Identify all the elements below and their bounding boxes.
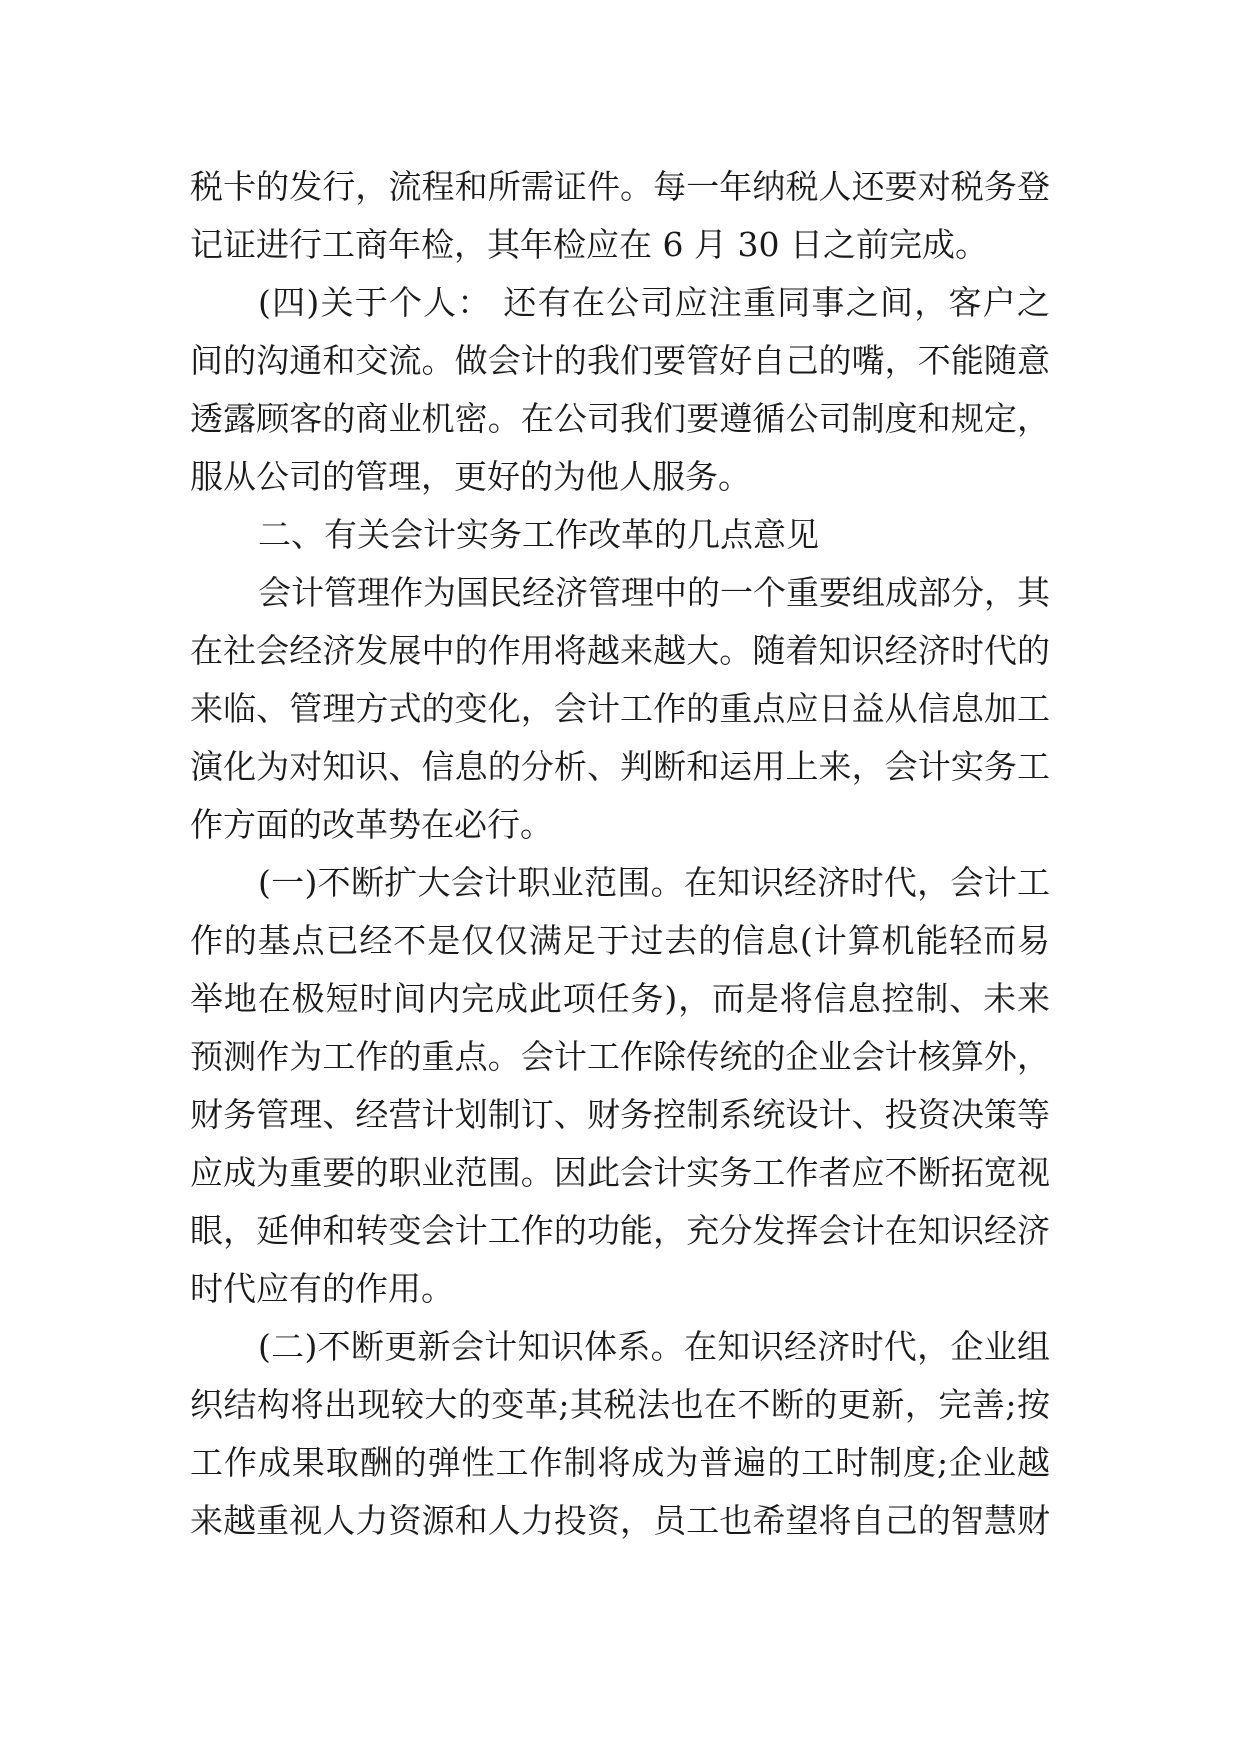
section-heading: 二、有关会计实务工作改革的几点意见: [258, 515, 819, 554]
paragraph-heading-line: (四)关于个人： 还有在公司应注重同事之间，客户之: [258, 283, 1050, 322]
text-line: 眼，延伸和转变会计工作的功能，充分发挥会计在知识经济: [190, 1211, 1050, 1250]
text-line: 织结构将出现较大的变革;其税法也在不断的更新，完善;按: [190, 1385, 1050, 1424]
text-line: 时代应有的作用。: [190, 1269, 454, 1308]
text-line: 演化为对知识、信息的分析、判断和运用上来，会计实务工: [190, 747, 1050, 786]
text-line: 作方面的改革势在必行。: [190, 805, 553, 844]
document-body: [190, 158, 1050, 1550]
text-line: 在社会经济发展中的作用将越来越大。随着知识经济时代的: [190, 631, 1050, 670]
paragraph-heading-line: (二)不断更新会计知识体系。在知识经济时代，企业组: [258, 1327, 1050, 1366]
text-line: 预测作为工作的重点。会计工作除传统的企业会计核算外，: [190, 1037, 1050, 1076]
text-line: 服从公司的管理，更好的为他人服务。: [190, 457, 751, 496]
text-line: 透露顾客的商业机密。在公司我们要遵循公司制度和规定，: [190, 399, 1050, 438]
text-line: 间的沟通和交流。做会计的我们要管好自己的嘴，不能随意: [190, 341, 1050, 380]
text-line: 应成为重要的职业范围。因此会计实务工作者应不断拓宽视: [190, 1153, 1050, 1192]
text-line: 税卡的发行，流程和所需证件。每一年纳税人还要对税务登: [190, 167, 1050, 206]
text-line: 来临、管理方式的变化，会计工作的重点应日益从信息加工: [190, 689, 1050, 728]
paragraph-heading-line: (一)不断扩大会计职业范围。在知识经济时代，会计工: [258, 863, 1050, 902]
text-line: 举地在极短时间内完成此项任务)，而是将信息控制、未来: [190, 979, 1050, 1018]
text-line: 记证进行工商年检，其年检应在 6 月 30 日之前完成。: [190, 225, 988, 264]
text-line: 工作成果取酬的弹性工作制将成为普遍的工时制度;企业越: [190, 1443, 1050, 1482]
text-line: 财务管理、经营计划制订、财务控制系统设计、投资决策等: [190, 1095, 1050, 1134]
text-line: 来越重视人力资源和人力投资，员工也希望将自己的智慧财: [190, 1501, 1050, 1540]
text-line: 会计管理作为国民经济管理中的一个重要组成部分，其: [258, 573, 1050, 612]
text-line: 作的基点已经不是仅仅满足于过去的信息(计算机能轻而易: [190, 921, 1050, 960]
